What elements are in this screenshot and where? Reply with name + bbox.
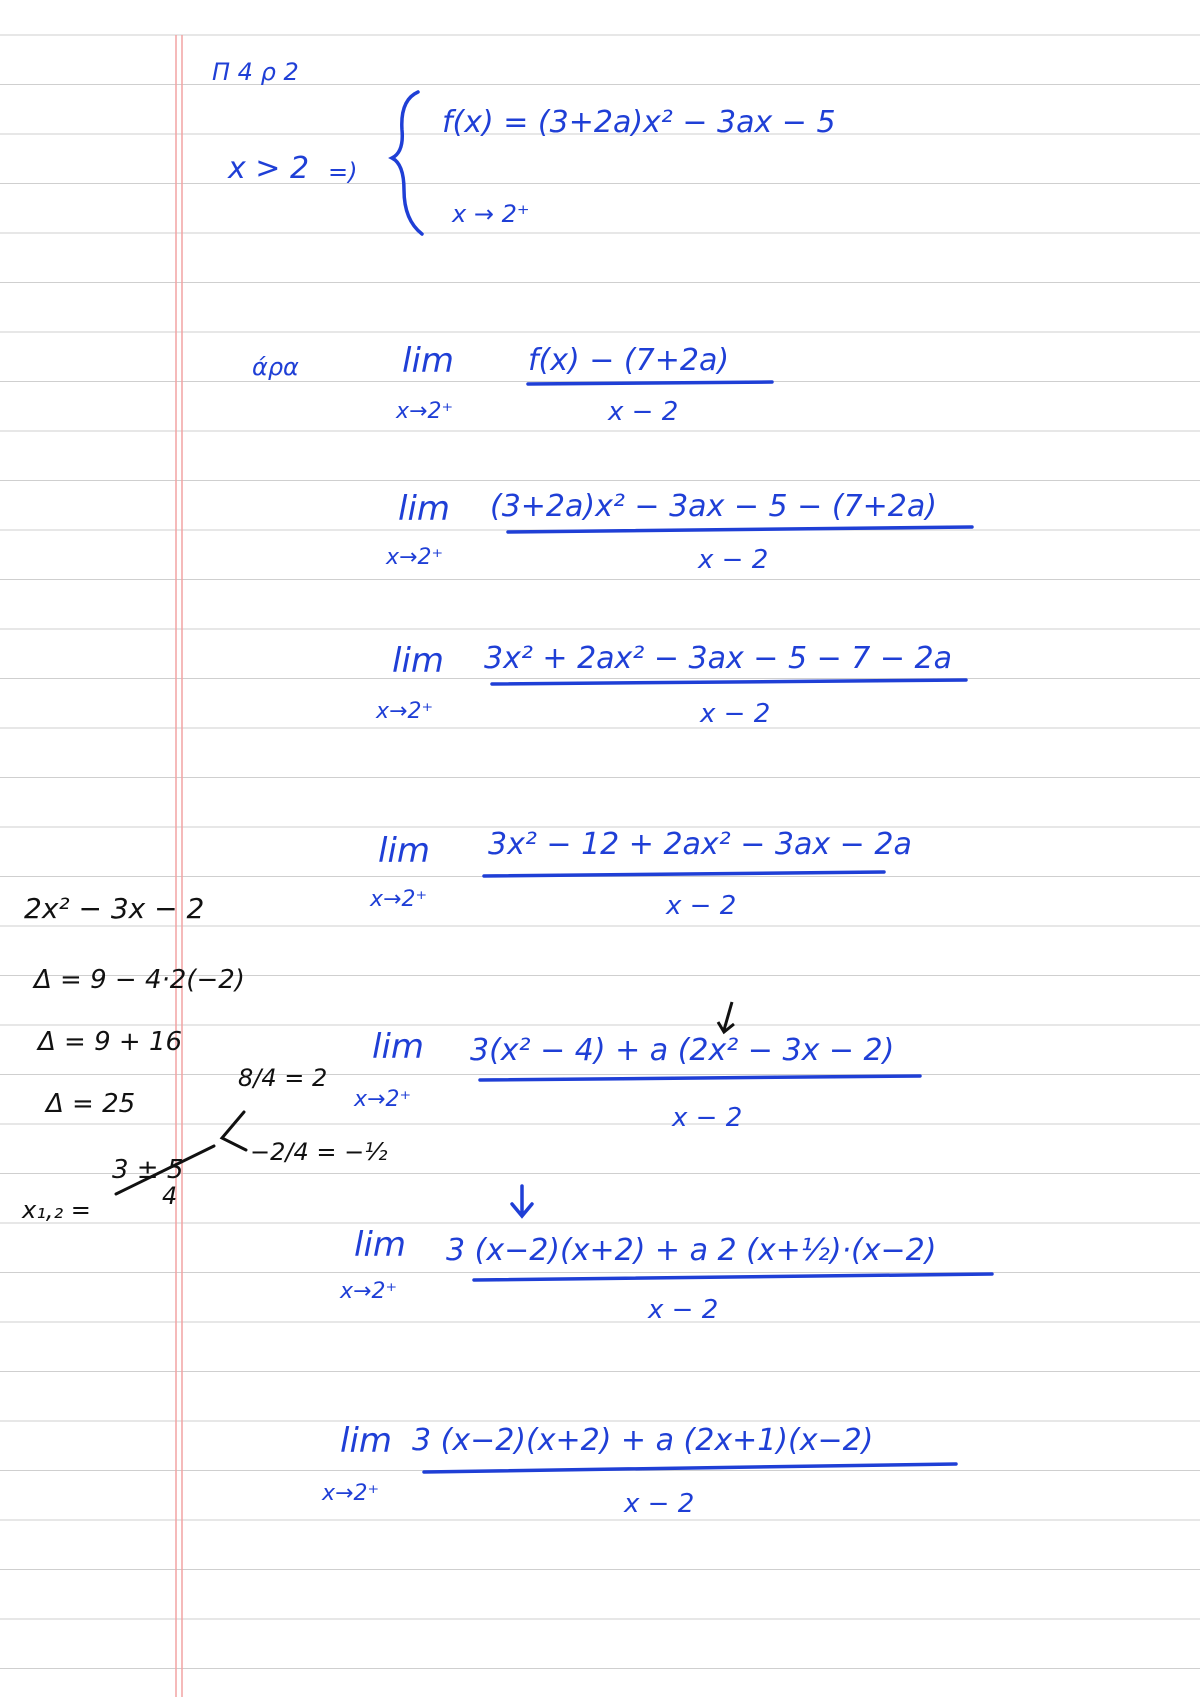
lim-subscript: x→2⁺ bbox=[386, 545, 444, 570]
roots-numerator: 3 ± 5 bbox=[112, 1155, 184, 1185]
denominator: x − 2 bbox=[666, 891, 737, 921]
lim-label: lim bbox=[372, 1027, 425, 1067]
implies-arrow: =) bbox=[328, 158, 358, 186]
lim-label: lim bbox=[340, 1421, 393, 1461]
delta-line-3: Δ = 25 bbox=[46, 1089, 136, 1119]
denominator: x − 2 bbox=[698, 545, 769, 575]
lim-label: lim bbox=[398, 489, 451, 529]
side-polynomial: 2x² − 3x − 2 bbox=[24, 892, 205, 925]
lim-label: lim bbox=[354, 1225, 407, 1265]
intro-word: άρα bbox=[252, 353, 299, 381]
lim-subscript: x→2⁺ bbox=[396, 399, 454, 424]
lim-subscript: x→2⁺ bbox=[354, 1087, 412, 1112]
delta-line-2: Δ = 9 + 16 bbox=[38, 1027, 183, 1057]
numerator: f(x) − (7+2a) bbox=[528, 343, 730, 378]
denominator: x − 2 bbox=[608, 397, 679, 427]
numerator: 3x² + 2ax² − 3ax − 5 − 7 − 2a bbox=[484, 641, 953, 676]
root-one: 8/4 = 2 bbox=[238, 1064, 328, 1092]
denominator: x − 2 bbox=[672, 1103, 743, 1133]
denominator: x − 2 bbox=[648, 1295, 719, 1325]
numerator: 3(x² − 4) + a (2x² − 3x − 2) bbox=[470, 1033, 895, 1068]
roots-denominator: 4 bbox=[162, 1182, 178, 1210]
condition-text: x > 2 bbox=[228, 151, 310, 186]
roots-label: x₁,₂ = bbox=[22, 1196, 91, 1224]
denominator: x − 2 bbox=[624, 1489, 695, 1519]
brace-line-1: f(x) = (3+2a)x² − 3ax − 5 bbox=[442, 105, 836, 140]
brace-line-2: x → 2⁺ bbox=[452, 200, 530, 228]
fraction-bar bbox=[528, 382, 772, 384]
lim-subscript: x→2⁺ bbox=[322, 1481, 380, 1506]
root-two: −2/4 = −½ bbox=[250, 1138, 388, 1166]
delta-line-1: Δ = 9 − 4·2(−2) bbox=[34, 965, 245, 995]
lim-label: lim bbox=[378, 831, 431, 871]
lim-label: lim bbox=[402, 341, 455, 381]
lim-label: lim bbox=[392, 641, 445, 681]
top-note: Π 4 ρ 2 bbox=[212, 58, 299, 86]
numerator: 3 (x−2)(x+2) + a 2 (x+½)·(x−2) bbox=[446, 1233, 937, 1268]
denominator: x − 2 bbox=[700, 699, 771, 729]
numerator: 3 (x−2)(x+2) + a (2x+1)(x−2) bbox=[412, 1423, 874, 1458]
lim-subscript: x→2⁺ bbox=[340, 1279, 398, 1304]
numerator: (3+2a)x² − 3ax − 5 − (7+2a) bbox=[490, 489, 937, 524]
lim-subscript: x→2⁺ bbox=[376, 699, 434, 724]
numerator: 3x² − 12 + 2ax² − 3ax − 2a bbox=[488, 827, 912, 862]
lim-subscript: x→2⁺ bbox=[370, 887, 428, 912]
